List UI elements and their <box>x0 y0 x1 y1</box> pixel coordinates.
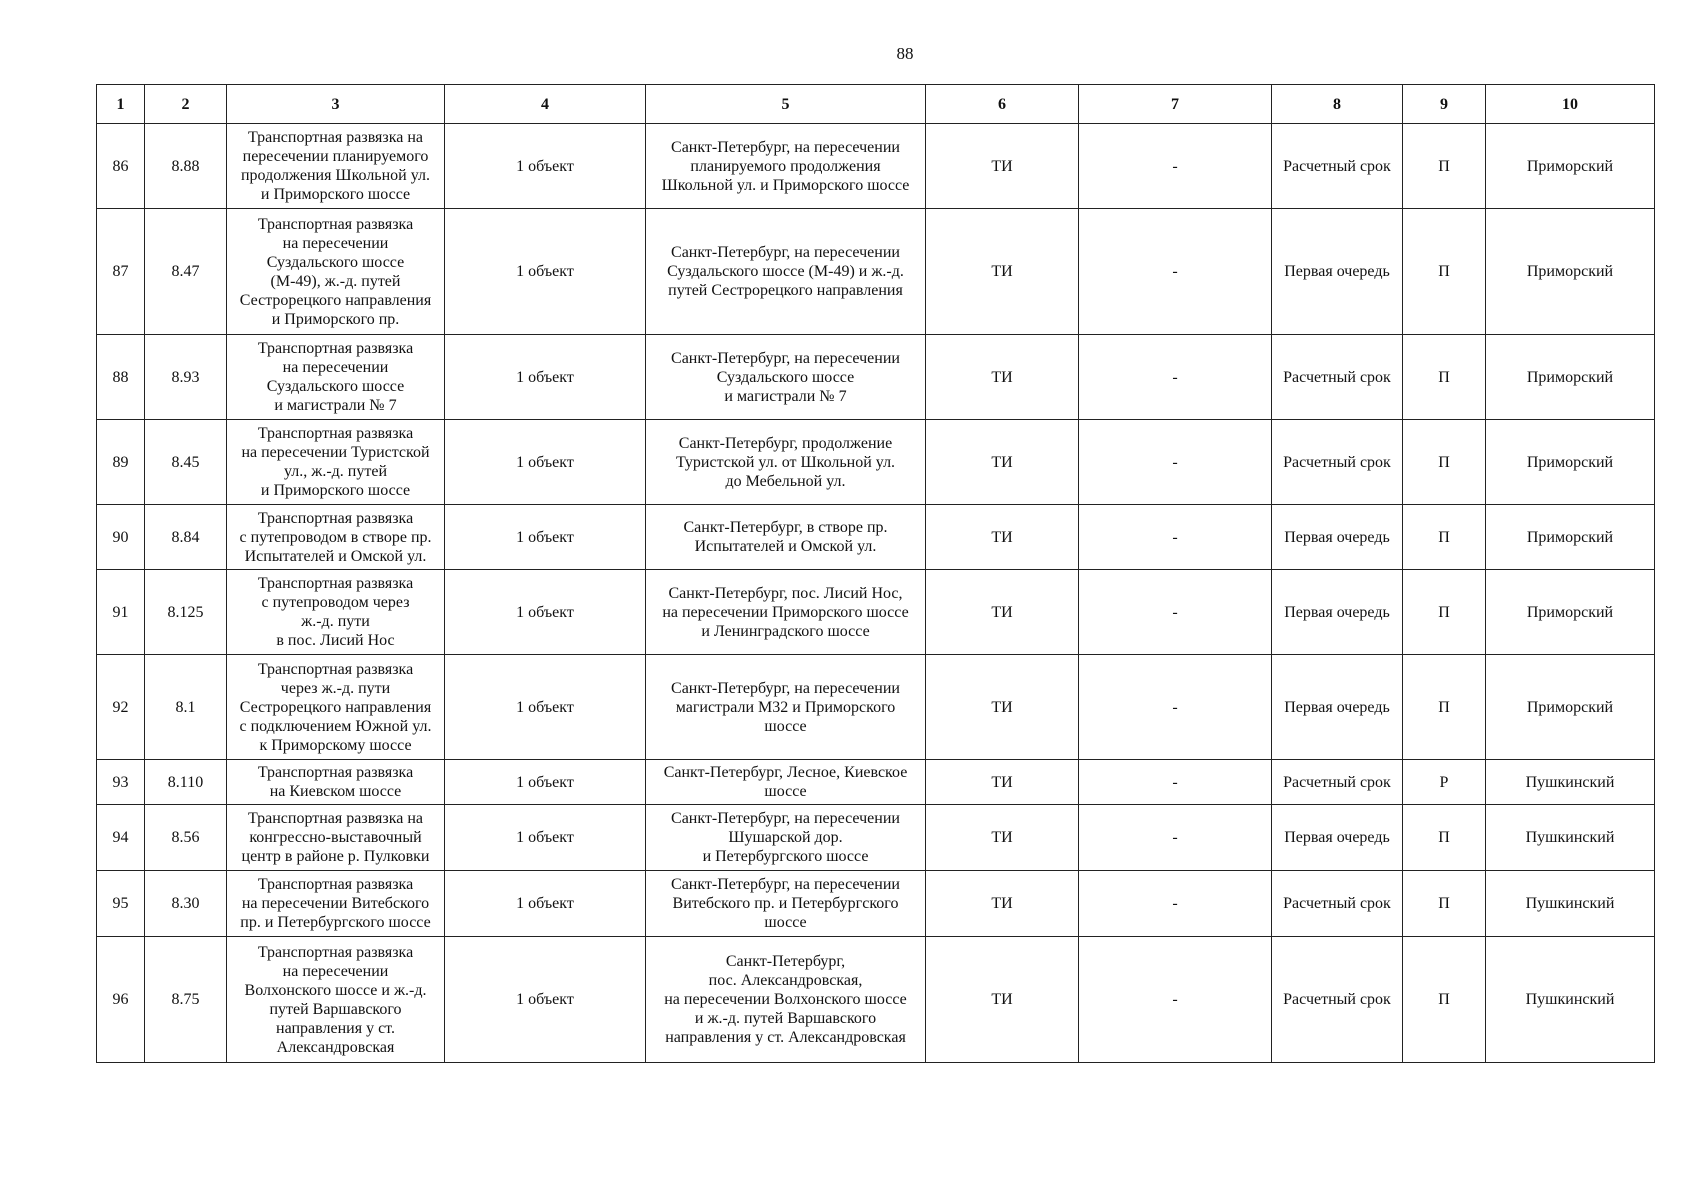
object-location-line: и ж.-д. путей Варшавского <box>694 1010 877 1027</box>
object-name-line: Транспортная развязка <box>257 764 414 781</box>
row-number: 96 <box>97 937 145 1063</box>
object-code: 8.56 <box>145 805 227 871</box>
object-name-line: Транспортная развязка <box>257 215 414 233</box>
table-row <box>97 760 1655 805</box>
object-location-line: на пересечении Приморского шоссе <box>662 603 909 621</box>
object-name-line: конгрессно-выставочный <box>249 829 422 846</box>
object-type: ТИ <box>926 124 1079 209</box>
object-name <box>227 805 445 871</box>
object-location-line: Санкт-Петербург, на пересечении <box>671 679 900 697</box>
object-location <box>646 124 926 209</box>
row-number: 88 <box>97 335 145 420</box>
table-row <box>97 937 1655 1063</box>
object-location <box>646 937 926 1063</box>
object-quantity: 1 объект <box>445 505 646 570</box>
column-header-8: 8 <box>1272 85 1403 124</box>
object-type: ТИ <box>926 655 1079 760</box>
table-row <box>97 209 1655 335</box>
implementation-term: Первая очередь <box>1272 209 1403 335</box>
object-location-line: Санкт-Петербург, на пересечении <box>671 876 900 893</box>
page-number: 88 <box>896 44 914 63</box>
object-name-line: и Приморского пр. <box>271 310 400 328</box>
object-name <box>227 420 445 505</box>
object-location-line: Санкт-Петербург, Лесное, Киевское <box>663 764 908 781</box>
object-name-line: Транспортная развязка на <box>247 810 424 827</box>
object-location-line: Санкт-Петербург, на пересечении <box>671 349 900 367</box>
object-name <box>227 871 445 937</box>
object-quantity: 1 объект <box>445 570 646 655</box>
object-name-line: на пересечении <box>282 962 389 980</box>
object-name-line: с путепроводом в створе пр. <box>239 528 432 546</box>
table-row <box>97 335 1655 420</box>
object-quantity: 1 объект <box>445 335 646 420</box>
row-number: 93 <box>97 760 145 805</box>
object-status: П <box>1403 420 1486 505</box>
object-location-line: Испытателей и Омской ул. <box>694 538 877 555</box>
object-location-line: Суздальского шоссе <box>716 368 855 386</box>
object-name-line: Транспортная развязка <box>257 425 414 442</box>
object-status: П <box>1403 335 1486 420</box>
object-location-line: и магистрали № 7 <box>724 387 847 405</box>
column-7-value: - <box>1079 570 1272 655</box>
object-type: ТИ <box>926 570 1079 655</box>
object-location <box>646 805 926 871</box>
district-name: Пушкинский <box>1486 760 1655 805</box>
object-location-line: Санкт-Петербург, <box>725 953 846 970</box>
column-header-4: 4 <box>445 85 646 124</box>
object-name-line: ул., ж.-д. путей <box>283 463 388 480</box>
district-name: Приморский <box>1486 420 1655 505</box>
object-name <box>227 937 445 1063</box>
object-quantity: 1 объект <box>445 760 646 805</box>
column-7-value: - <box>1079 805 1272 871</box>
object-code: 8.110 <box>145 760 227 805</box>
object-type: ТИ <box>926 420 1079 505</box>
object-name-line: Транспортная развязка <box>257 943 414 961</box>
object-type: ТИ <box>926 760 1079 805</box>
implementation-term: Первая очередь <box>1272 505 1403 570</box>
column-header-9: 9 <box>1403 85 1486 124</box>
table-header <box>97 85 1655 124</box>
object-code: 8.30 <box>145 871 227 937</box>
object-name <box>227 505 445 570</box>
object-name-line: продолжения Школьной ул. <box>240 167 431 184</box>
object-name <box>227 655 445 760</box>
row-number: 89 <box>97 420 145 505</box>
object-name <box>227 124 445 209</box>
object-name <box>227 209 445 335</box>
object-name-line: Транспортная развязка на <box>247 129 424 146</box>
object-quantity: 1 объект <box>445 655 646 760</box>
object-status: П <box>1403 505 1486 570</box>
column-header-10: 10 <box>1486 85 1655 124</box>
object-name <box>227 335 445 420</box>
column-7-value: - <box>1079 335 1272 420</box>
object-location-line: направления у ст. Александровская <box>665 1029 906 1046</box>
table-row <box>97 505 1655 570</box>
object-name-line: с подключением Южной ул. <box>239 717 432 735</box>
object-location-line: Санкт-Петербург, продолжение <box>678 434 893 452</box>
object-quantity: 1 объект <box>445 420 646 505</box>
object-name-line: пр. и Петербургского шоссе <box>240 914 431 931</box>
table-row <box>97 420 1655 505</box>
object-location <box>646 209 926 335</box>
object-code: 8.93 <box>145 335 227 420</box>
column-7-value: - <box>1079 124 1272 209</box>
implementation-term: Расчетный срок <box>1272 335 1403 420</box>
object-type: ТИ <box>926 335 1079 420</box>
object-name-line: направления у ст. <box>276 1019 395 1037</box>
object-type: ТИ <box>926 871 1079 937</box>
row-number: 86 <box>97 124 145 209</box>
object-name-line: Суздальского шоссе <box>266 253 405 271</box>
object-status: П <box>1403 209 1486 335</box>
object-location-line: Санкт-Петербург, в створе пр. <box>683 519 888 536</box>
object-name-line: центр в районе р. Пулковки <box>241 848 430 865</box>
object-location-line: на пересечении Волхонского шоссе <box>664 991 907 1008</box>
column-7-value: - <box>1079 937 1272 1063</box>
object-quantity: 1 объект <box>445 209 646 335</box>
table-row <box>97 871 1655 937</box>
table-row <box>97 805 1655 871</box>
object-location-line: Санкт-Петербург, на пересечении <box>671 810 900 827</box>
district-name: Пушкинский <box>1486 871 1655 937</box>
object-location-line: Санкт-Петербург, на пересечении <box>671 138 900 156</box>
object-name-line: Транспортная развязка <box>257 509 414 527</box>
object-code: 8.1 <box>145 655 227 760</box>
object-type: ТИ <box>926 937 1079 1063</box>
object-name-line: с путепроводом через <box>261 594 410 611</box>
object-name-line: Сестрорецкого направления <box>239 291 432 309</box>
table-row <box>97 124 1655 209</box>
object-location <box>646 570 926 655</box>
object-name-line: в пос. Лисий Нос <box>276 632 395 649</box>
district-name: Приморский <box>1486 505 1655 570</box>
object-name-line: путей Варшавского <box>269 1000 402 1018</box>
object-location-line: магистрали М32 и Приморского <box>675 698 896 716</box>
object-status: П <box>1403 570 1486 655</box>
object-name-line: Транспортная развязка <box>257 340 414 357</box>
object-location-line: шоссе <box>764 783 807 800</box>
object-location <box>646 655 926 760</box>
object-name-line: Испытателей и Омской ул. <box>244 547 427 565</box>
object-location-line: Школьной ул. и Приморского шоссе <box>661 176 910 194</box>
column-7-value: - <box>1079 655 1272 760</box>
column-header-5: 5 <box>646 85 926 124</box>
district-name: Приморский <box>1486 655 1655 760</box>
object-location-line: планируемого продолжения <box>690 157 881 175</box>
object-quantity: 1 объект <box>445 805 646 871</box>
implementation-term: Первая очередь <box>1272 570 1403 655</box>
district-name: Приморский <box>1486 570 1655 655</box>
object-location-line: и Петербургского шоссе <box>702 848 869 865</box>
object-name-line: на пересечении <box>282 234 389 252</box>
object-code: 8.45 <box>145 420 227 505</box>
column-7-value: - <box>1079 209 1272 335</box>
object-location-line: Санкт-Петербург, на пересечении <box>671 244 900 261</box>
object-name-line: (М-49), ж.-д. путей <box>270 272 401 290</box>
object-status: П <box>1403 937 1486 1063</box>
object-code: 8.84 <box>145 505 227 570</box>
object-name-line: на пересечении <box>282 359 389 376</box>
column-7-value: - <box>1079 760 1272 805</box>
object-location-line: Витебского пр. и Петербургского <box>672 895 899 912</box>
object-status: П <box>1403 871 1486 937</box>
object-quantity: 1 объект <box>445 124 646 209</box>
column-header-2: 2 <box>145 85 227 124</box>
table-row <box>97 655 1655 760</box>
row-number: 92 <box>97 655 145 760</box>
object-name-line: Сестрорецкого направления <box>239 698 432 716</box>
column-header-3: 3 <box>227 85 445 124</box>
object-name-line: Транспортная развязка <box>257 575 414 592</box>
object-name-line: на пересечении Витебского <box>241 895 430 912</box>
object-code: 8.88 <box>145 124 227 209</box>
object-name-line: Транспортная развязка <box>257 876 414 893</box>
object-location <box>646 760 926 805</box>
object-name-line: на Киевском шоссе <box>269 783 402 800</box>
object-location-line: Туристской ул. от Школьной ул. <box>675 453 896 471</box>
object-name-line: на пересечении Туристской <box>241 444 430 461</box>
object-location <box>646 420 926 505</box>
object-code: 8.125 <box>145 570 227 655</box>
district-name: Приморский <box>1486 124 1655 209</box>
implementation-term: Первая очередь <box>1272 655 1403 760</box>
object-name-line: пересечении планируемого <box>242 148 429 165</box>
implementation-term: Расчетный срок <box>1272 937 1403 1063</box>
row-number: 90 <box>97 505 145 570</box>
implementation-term: Расчетный срок <box>1272 760 1403 805</box>
object-location-line: и Ленинградского шоссе <box>701 622 870 640</box>
object-name-line: Суздальского шоссе <box>266 378 405 395</box>
objects-table <box>96 84 1655 1063</box>
implementation-term: Расчетный срок <box>1272 871 1403 937</box>
implementation-term: Первая очередь <box>1272 805 1403 871</box>
object-name <box>227 760 445 805</box>
column-header-7: 7 <box>1079 85 1272 124</box>
object-status: П <box>1403 124 1486 209</box>
object-location <box>646 335 926 420</box>
implementation-term: Расчетный срок <box>1272 420 1403 505</box>
object-status: П <box>1403 655 1486 760</box>
header-row <box>97 85 1655 124</box>
implementation-term: Расчетный срок <box>1272 124 1403 209</box>
object-quantity: 1 объект <box>445 871 646 937</box>
object-name-line: и Приморского шоссе <box>260 186 411 203</box>
object-location-line: Шушарской дор. <box>728 829 843 846</box>
column-7-value: - <box>1079 420 1272 505</box>
table-row <box>97 570 1655 655</box>
object-name-line: Транспортная развязка <box>257 660 414 678</box>
object-location-line: шоссе <box>764 717 807 735</box>
object-quantity: 1 объект <box>445 937 646 1063</box>
district-name: Приморский <box>1486 209 1655 335</box>
row-number: 94 <box>97 805 145 871</box>
district-name: Пушкинский <box>1486 937 1655 1063</box>
row-number: 91 <box>97 570 145 655</box>
object-type: ТИ <box>926 209 1079 335</box>
object-location-line: до Мебельной ул. <box>725 472 846 490</box>
object-location <box>646 871 926 937</box>
object-name-line: и магистрали № 7 <box>274 397 397 414</box>
object-name-line: Александровская <box>276 1038 395 1056</box>
object-location-line: путей Сестрорецкого направления <box>668 282 903 299</box>
district-name: Пушкинский <box>1486 805 1655 871</box>
object-type: ТИ <box>926 805 1079 871</box>
row-number: 87 <box>97 209 145 335</box>
table-body <box>97 124 1655 1063</box>
object-status: Р <box>1403 760 1486 805</box>
object-location-line: пос. Александровская, <box>708 972 863 989</box>
object-type: ТИ <box>926 505 1079 570</box>
column-7-value: - <box>1079 505 1272 570</box>
object-status: П <box>1403 805 1486 871</box>
object-code: 8.75 <box>145 937 227 1063</box>
row-number: 95 <box>97 871 145 937</box>
column-7-value: - <box>1079 871 1272 937</box>
district-name: Приморский <box>1486 335 1655 420</box>
object-location-line: шоссе <box>764 914 807 931</box>
object-name-line: Волхонского шоссе и ж.-д. <box>244 981 427 999</box>
object-location <box>646 505 926 570</box>
column-header-1: 1 <box>97 85 145 124</box>
object-name-line: ж.-д. пути <box>301 613 370 630</box>
object-code: 8.47 <box>145 209 227 335</box>
object-location-line: Санкт-Петербург, пос. Лисий Нос, <box>668 584 903 602</box>
object-location-line: Суздальского шоссе (М-49) и ж.-д. <box>667 263 904 280</box>
object-name-line: через ж.-д. пути <box>280 679 391 697</box>
object-name-line: к Приморскому шоссе <box>259 736 412 754</box>
column-header-6: 6 <box>926 85 1079 124</box>
object-name-line: и Приморского шоссе <box>260 482 411 499</box>
object-name <box>227 570 445 655</box>
